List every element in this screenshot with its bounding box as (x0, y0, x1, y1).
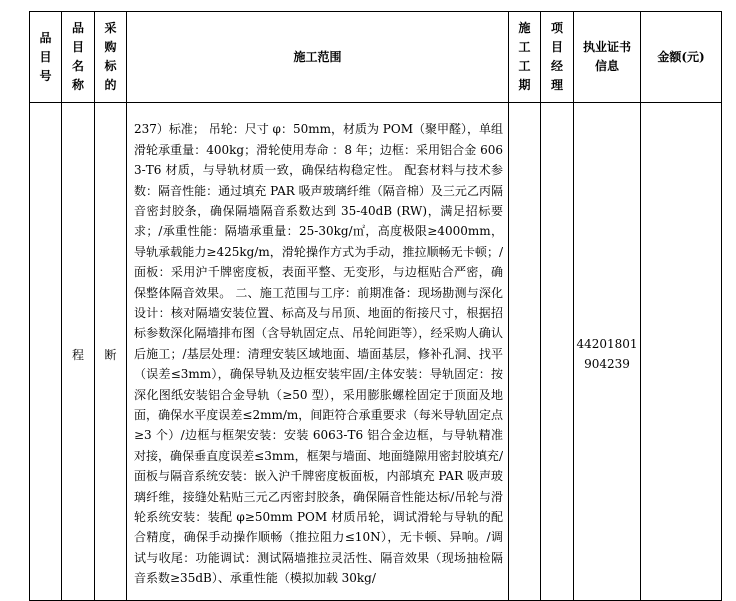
cell-amount (641, 103, 722, 601)
header-amount: 金额(元) (641, 12, 722, 103)
table-row (30, 103, 722, 601)
certificate-line-1: 44201801 (576, 336, 638, 351)
header-manager: 项目经理 (541, 12, 574, 103)
cell-item-no (30, 103, 62, 601)
header-period: 施工工期 (509, 12, 541, 103)
certificate-line-2: 904239 (584, 357, 630, 371)
cell-certificate (574, 103, 641, 601)
header-scope: 施工范围 (127, 12, 509, 103)
header-item-name: 品目名称 (62, 12, 95, 103)
cell-procurement-item: 断 (95, 103, 127, 601)
header-procurement-item: 采购标的 (95, 12, 127, 103)
cell-item-name: 程 (62, 103, 95, 601)
cell-manager (541, 103, 574, 601)
header-row (30, 12, 722, 103)
header-item-no: 品目号 (30, 12, 62, 103)
bid-table (29, 11, 722, 601)
cell-scope-text: 237）标准； 吊轮：尺寸 φ：50mm，材质为 POM（聚甲醛），单组滑轮承重量：400kg；滑轮使用寿命 ：8 年；边框：采用铝合金 6063-T6 材质，与导轨材质一致，确保结构稳定性。 配套材料与技术参数：隔音性能：通过填充 PAR 吸声玻璃纤维（隔音棉）及三元乙丙隔音密封胶条，确保隔墙隔音系数达到 35-40dB (RW)，满足招标要求；/承重性能：隔墙承重量：25-30kg/㎡，高度极限≥4000mm，导轨承载能力≥425kg/m，滑轮操作方式为手动，推拉顺畅无卡顿；/面板：采用沪千牌密度板，表面平整、无变形，与边框贴合严密，确保整体隔音效果。 二、施工范围与工序：前期准备：现场勘测与深化设计：核对隔墙安装位置、标高及与吊顶、地面的衔接尺寸，根据招标参数深化隔墙排布图（含导轨固定点、吊轮间距等），经采购人确认后施工；/基层处理：清理安装区域地面、墙面基层，修补孔洞、找平（误差≤3mm），确保导轨及边框安装牢固/主体安装：导轨固定：按深化图纸安装铝合金导轨（≥50 型），采用膨胀螺栓固定于顶面及地面，确保水平度误差≤2mm/m，间距符合承重要求（每米导轨固定点≥3 个）/边框与框架安装：安装 6063-T6 铝合金边框，与导轨精准对接，确保垂直度误差≤3mm，框架与墙面、地面缝隙用密封胶填充/面板与隔音系统安装：嵌入沪千牌密度板面板，内部填充 PAR 吸声玻璃纤维，接缝处粘贴三元乙丙密封胶条，确保隔音性能达标/吊轮与滑轮系统安装：装配 φ≥50mm POM 材质吊轮，调试滑轮与导轨的配合精度，确保手动操作顺畅（推拉阻力≤10N），无卡顿、异响。/调试与收尾：功能调试：测试隔墙推拉灵活性、隔音效果（现场抽检隔音系数≥35dB）、承重性能（模拟加载 30kg/ (127, 103, 509, 601)
header-certificate: 执业证书信息 (574, 12, 641, 103)
cell-period (509, 103, 541, 601)
